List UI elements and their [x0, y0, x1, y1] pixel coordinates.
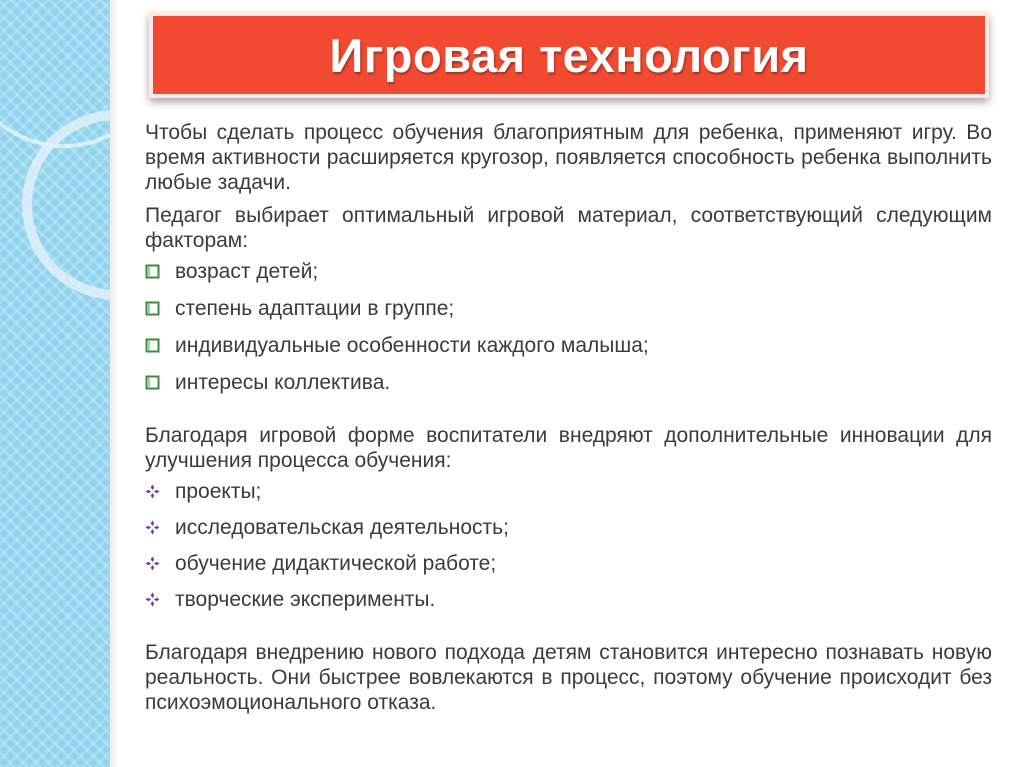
checkbox-icon [145, 264, 160, 279]
innovations-lead-paragraph: Благодаря игровой форме воспитатели внедряют дополнительные инновации для улучшения процесса обучения: [145, 424, 992, 472]
slide-content [145, 120, 992, 723]
factor-item-label: возраст детей; [175, 260, 319, 283]
diamond-icon [145, 484, 160, 499]
list-item [145, 515, 992, 540]
decorative-side-band [0, 0, 110, 767]
list-item [145, 479, 992, 504]
checkbox-icon [145, 301, 160, 316]
list-item [145, 587, 992, 612]
list-item [145, 370, 992, 395]
list-item [145, 296, 992, 321]
intro-paragraph: Чтобы сделать процесс обучения благоприятным для ребенка, применяют игру. Во время активности расширяется кругозор, появляется способность ребенка выполнить любые задачи. [145, 121, 992, 194]
conclusion-paragraph: Благодаря внедрению нового подхода детям становится интересно познавать новую реальность. Они быстрее вовлекаются в процесс, поэтому обучение происходит без психоэмоционального отказа. [145, 641, 992, 714]
factors-list [145, 259, 992, 395]
factors-lead-paragraph: Педагог выбирает оптимальный игровой материал, соответствующий следующим факторам: [145, 204, 992, 252]
diamond-icon [145, 556, 160, 571]
side-band-shadow [110, 0, 118, 767]
list-item [145, 333, 992, 358]
checkbox-icon [145, 375, 160, 390]
title-banner [149, 12, 989, 98]
slide-title: Игровая технология [329, 28, 809, 82]
checkbox-icon [145, 338, 160, 353]
diamond-icon [145, 520, 160, 535]
factor-item-label: индивидуальные особенности каждого малыша; [175, 334, 649, 357]
factor-item-label: интересы коллектива. [175, 371, 391, 394]
list-item [145, 259, 992, 284]
innovations-list [145, 479, 992, 612]
diamond-icon [145, 592, 160, 607]
innovation-item-label: творческие эксперименты. [175, 588, 436, 611]
innovation-item-label: исследовательская деятельность; [175, 516, 509, 539]
list-item [145, 551, 992, 576]
factor-item-label: степень адаптации в группе; [175, 297, 455, 320]
innovation-item-label: обучение дидактической работе; [175, 552, 497, 575]
innovation-item-label: проекты; [175, 480, 262, 503]
